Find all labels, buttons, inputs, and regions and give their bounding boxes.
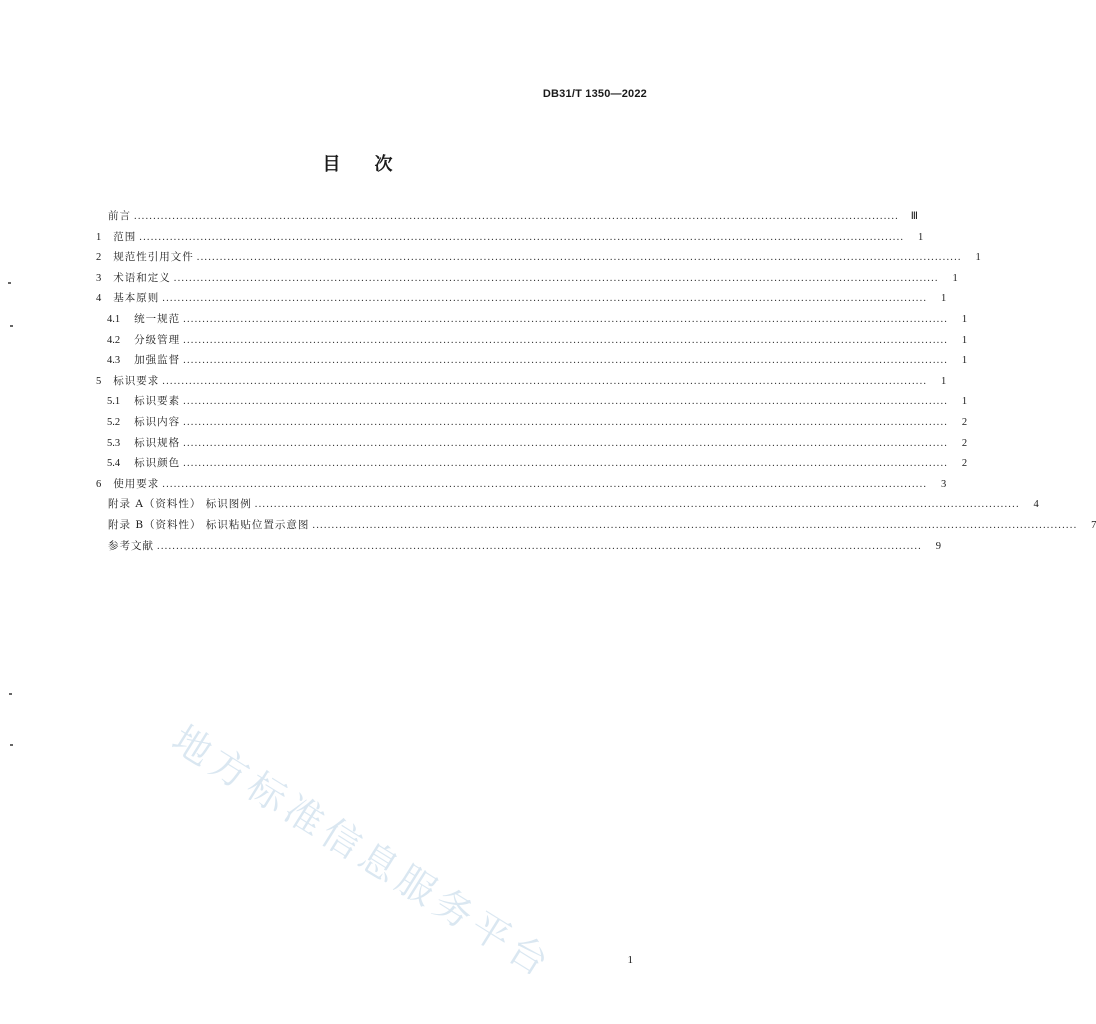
- toc-entry-page: 7: [1091, 519, 1096, 531]
- page-number: 1: [627, 954, 633, 966]
- toc-leader-dots: ........................................................................................................................................................................................................: [162, 293, 928, 305]
- toc-leader-dots: ........................................................................................................................................................................................................: [183, 334, 949, 346]
- toc-entry-page: 1: [918, 231, 924, 243]
- toc-entry-label: 统一规范: [134, 312, 181, 325]
- toc-entry-label: 附录 A（资料性） 标识图例: [108, 498, 252, 511]
- toc-entry[interactable]: [96, 249, 981, 270]
- toc-leader-dots: ........................................................................................................................................................................................................: [157, 540, 922, 552]
- toc-entry-number: 4.2: [107, 334, 121, 346]
- toc-entry[interactable]: [96, 270, 958, 291]
- toc-entry-number: 5: [96, 375, 102, 387]
- toc-entry[interactable]: [96, 393, 968, 414]
- toc-entry[interactable]: [96, 290, 947, 311]
- toc-entry-label: 附录 B（资料性） 标识粘贴位置示意图: [108, 518, 310, 531]
- toc-leader-dots: ........................................................................................................................................................................................................: [134, 211, 899, 222]
- toc-entry[interactable]: [96, 208, 918, 229]
- scan-speck: [9, 693, 12, 695]
- toc-entry-page: 9: [935, 540, 941, 552]
- toc-entry-label: 参考文献: [108, 539, 154, 552]
- toc-entry[interactable]: [96, 311, 968, 332]
- toc-entry[interactable]: [96, 332, 968, 353]
- toc-leader-dots: ........................................................................................................................................................................................................: [162, 375, 928, 387]
- toc-leader-dots: ........................................................................................................................................................................................................: [162, 478, 928, 490]
- toc-entry-number: 3: [96, 272, 102, 284]
- toc-entry[interactable]: [96, 538, 941, 559]
- toc-entry-label: 标识要素: [134, 395, 181, 408]
- toc-entry-number: 4: [96, 293, 102, 305]
- toc-entry[interactable]: [96, 229, 924, 250]
- toc-entry-number: 5.3: [107, 437, 121, 449]
- toc-entry-page: 1: [941, 293, 947, 305]
- toc-entry-page: 1: [961, 334, 968, 346]
- toc-leader-dots: ........................................................................................................................................................................................................: [173, 272, 939, 284]
- toc-entry-label: 分级管理: [134, 333, 181, 346]
- toc-entry-page: 1: [941, 375, 947, 387]
- toc-entry-number: 5.4: [107, 458, 121, 470]
- toc-entry-page: 1: [961, 355, 968, 367]
- toc-entry-page: 2: [961, 458, 968, 470]
- toc-entry-page: 2: [961, 416, 968, 428]
- toc-leader-dots: ........................................................................................................................................................................................................: [183, 355, 949, 367]
- toc-entry-page: Ⅲ: [910, 211, 918, 222]
- toc-entry-number: 4.3: [107, 355, 121, 367]
- toc-entry-label: 标识规格: [134, 436, 181, 449]
- toc-leader-dots: ........................................................................................................................................................................................................: [183, 458, 949, 470]
- scan-speck: [10, 325, 13, 327]
- toc-entry-page: 3: [941, 478, 947, 490]
- table-of-contents: [96, 208, 1096, 558]
- toc-entry[interactable]: [96, 476, 947, 497]
- toc-entry-label: 加强监督: [134, 354, 181, 367]
- toc-entry-number: 5.2: [107, 416, 121, 428]
- toc-entry-number: 2: [96, 252, 102, 264]
- toc-entry-label: 范围: [113, 230, 137, 243]
- watermark: 地方标准信息服务平台: [164, 716, 561, 988]
- toc-entry-number: 1: [96, 231, 102, 243]
- toc-entry[interactable]: [96, 435, 968, 456]
- toc-entry-number: 6: [96, 478, 102, 490]
- toc-entry-label: 前言: [108, 210, 131, 222]
- scan-speck: [8, 282, 11, 284]
- toc-entry-label: 标识内容: [134, 415, 181, 428]
- toc-leader-dots: ........................................................................................................................................................................................................: [183, 416, 949, 428]
- toc-entry-page: 4: [1033, 499, 1039, 511]
- toc-entry-label: 规范性引用文件: [113, 251, 194, 264]
- toc-entry-label: 使用要求: [113, 477, 160, 490]
- toc-leader-dots: ........................................................................................................................................................................................................: [139, 231, 905, 243]
- toc-entry[interactable]: [96, 496, 1039, 517]
- toc-entry[interactable]: [96, 455, 968, 476]
- toc-leader-dots: ........................................................................................................................................................................................................: [196, 252, 962, 264]
- toc-entry-label: 标识要求: [113, 374, 160, 387]
- toc-entry[interactable]: [96, 517, 1096, 538]
- toc-entry[interactable]: [96, 373, 947, 394]
- toc-entry-label: 基本原则: [113, 292, 160, 305]
- toc-entry-page: 1: [961, 313, 968, 325]
- page-title: 目次: [322, 154, 427, 175]
- toc-entry[interactable]: [96, 352, 968, 373]
- toc-entry-label: 术语和定义: [113, 271, 171, 284]
- document-code: DB31/T 1350—2022: [542, 88, 647, 100]
- toc-leader-dots: ........................................................................................................................................................................................................: [254, 499, 1020, 511]
- toc-entry-label: 标识颜色: [134, 457, 181, 470]
- toc-entry-page: 1: [961, 396, 968, 408]
- toc-leader-dots: ........................................................................................................................................................................................................: [312, 519, 1078, 531]
- toc-entry[interactable]: [96, 414, 968, 435]
- toc-entry-page: 1: [952, 272, 958, 284]
- toc-entry-number: 4.1: [107, 313, 121, 325]
- toc-leader-dots: ........................................................................................................................................................................................................: [183, 437, 949, 449]
- toc-entry-page: 2: [961, 437, 968, 449]
- toc-leader-dots: ........................................................................................................................................................................................................: [183, 396, 949, 408]
- scan-speck: [10, 744, 13, 746]
- toc-leader-dots: ........................................................................................................................................................................................................: [183, 313, 949, 325]
- toc-entry-page: 1: [975, 252, 981, 264]
- toc-entry-number: 5.1: [107, 396, 121, 408]
